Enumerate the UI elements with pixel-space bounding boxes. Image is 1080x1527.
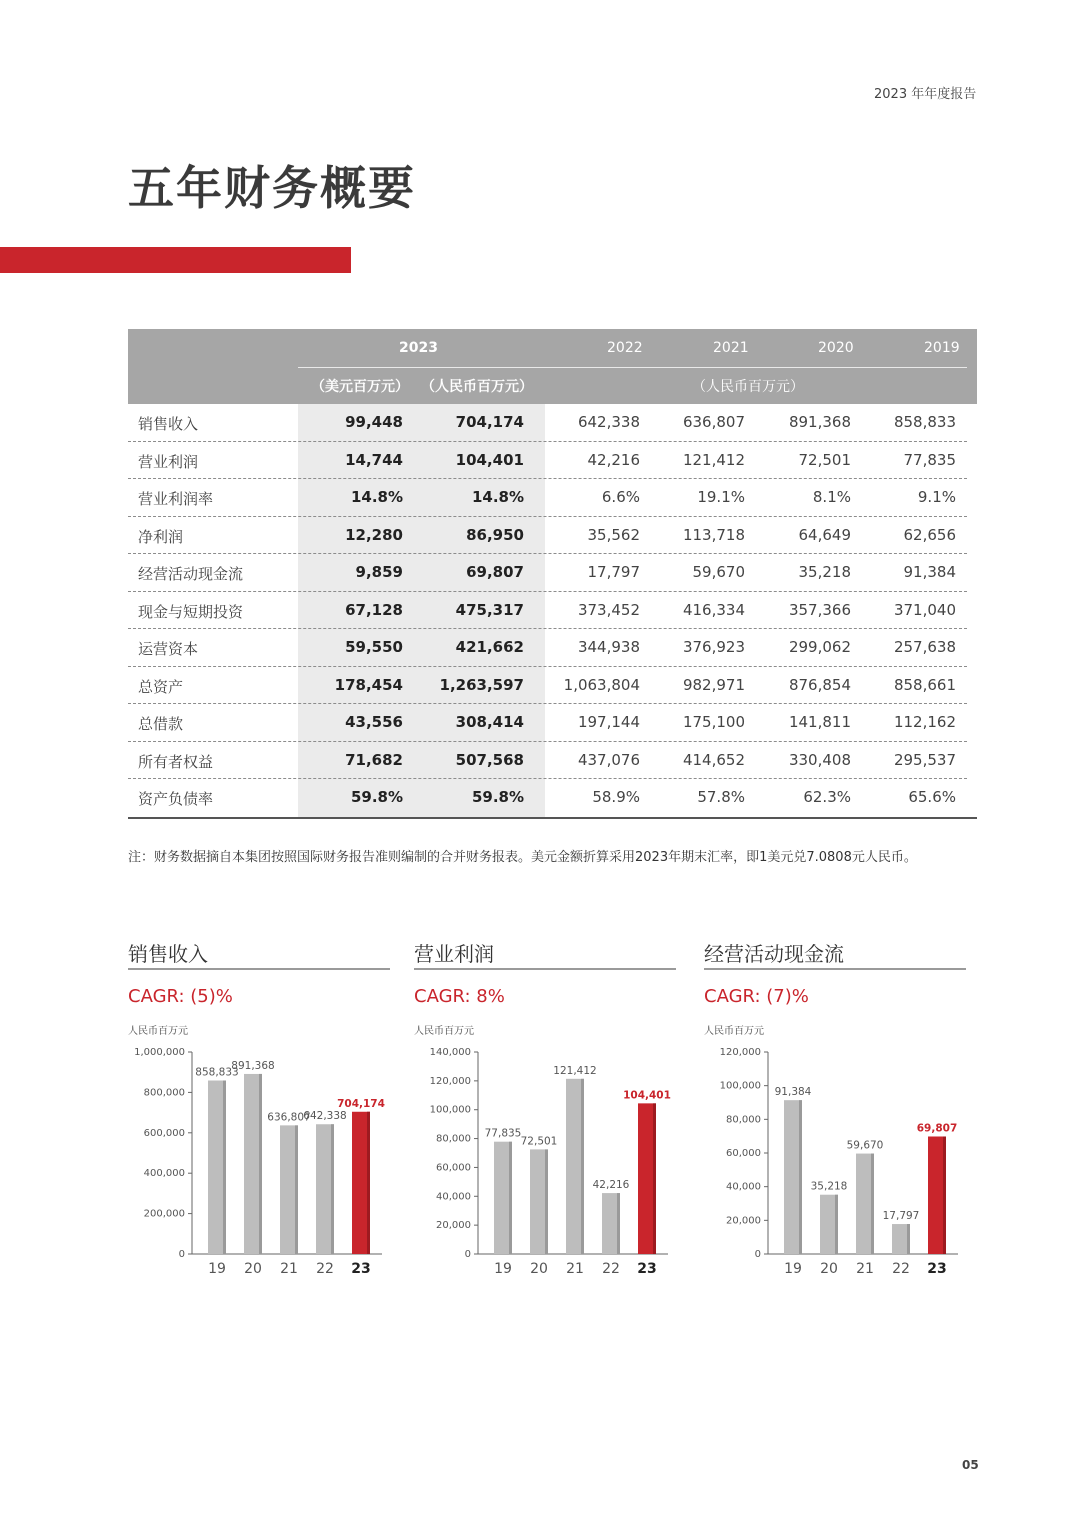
- cell-usd: 9,859: [355, 563, 403, 581]
- row-label: 销售收入: [138, 415, 199, 433]
- chart-title-rule: [128, 968, 390, 970]
- cell-y2021: 636,807: [682, 413, 745, 431]
- bar-edge-22: [907, 1224, 910, 1254]
- row-label: 净利润: [138, 527, 184, 546]
- cell-usd: 59.8%: [350, 788, 403, 806]
- table-row: [128, 592, 977, 630]
- operating-cashflow-chart: [704, 938, 966, 1283]
- bar-edge-22: [331, 1124, 334, 1254]
- revenue-chart: [128, 938, 390, 1283]
- cell-usd: 12,280: [345, 525, 403, 544]
- cell-y2021: 376,923: [682, 638, 745, 656]
- cell-rmb: 104,401: [455, 450, 524, 469]
- header-year-2022: 2022: [607, 340, 643, 356]
- y-tick-label: 20,000: [436, 1220, 471, 1232]
- revenue-bar-plot: [128, 1038, 390, 1283]
- cell-y2020: 35,218: [798, 563, 851, 581]
- y-tick-label: 140,000: [429, 1047, 471, 1058]
- table-body: [128, 404, 977, 817]
- data-label: 891,368: [231, 1059, 275, 1072]
- cell-y2021: 416,334: [682, 600, 745, 619]
- x-tick-label: 22: [892, 1261, 910, 1277]
- data-label: 72,501: [520, 1135, 558, 1148]
- header-unit-rmb-history: （人民币百万元）: [692, 379, 804, 395]
- data-label: 104,401: [623, 1089, 671, 1102]
- table-row: [128, 442, 977, 480]
- table-footnote: 注：财务数据摘自本集团按照国际财务报告准则编制的合并财务报表。美元金额折算采用2023年期末汇率，即1美元兑7.0808元人民币。: [128, 850, 917, 865]
- row-label: 经营活动现金流: [138, 565, 244, 583]
- x-tick-label: 20: [530, 1261, 548, 1277]
- cell-y2022: 642,338: [577, 413, 640, 431]
- data-label: 636,807: [267, 1111, 311, 1124]
- bar-edge-19: [223, 1081, 226, 1254]
- cell-y2019: 112,162: [893, 713, 956, 731]
- header-divider-2023: [298, 367, 545, 368]
- cell-y2021: 414,652: [682, 750, 745, 769]
- bar-edge-23: [367, 1112, 370, 1254]
- bar-edge-21: [871, 1154, 874, 1254]
- cell-y2020: 357,366: [788, 600, 851, 619]
- x-tick-label: 21: [856, 1261, 874, 1277]
- bar-edge-21: [295, 1125, 298, 1254]
- cell-y2021: 982,971: [682, 675, 745, 694]
- y-tick-label: 200,000: [143, 1208, 185, 1220]
- header-divider-history: [545, 367, 967, 368]
- row-label: 现金与短期投资: [138, 602, 244, 621]
- cell-rmb: 1,263,597: [439, 675, 524, 694]
- bar-edge-20: [259, 1074, 262, 1254]
- data-label: 77,835: [484, 1127, 522, 1140]
- cell-rmb: 507,568: [455, 750, 524, 769]
- table-row: [128, 704, 977, 742]
- accent-bar: [0, 247, 351, 273]
- table-row: [128, 554, 977, 592]
- cell-y2019: 295,537: [893, 750, 956, 769]
- table-row: [128, 517, 977, 555]
- y-tick-label: 80,000: [436, 1133, 471, 1145]
- cell-rmb: 14.8%: [471, 488, 524, 506]
- cell-usd: 43,556: [345, 713, 403, 731]
- cell-y2020: 62.3%: [803, 788, 851, 806]
- table-header: [128, 329, 977, 404]
- y-tick-label: 1,000,000: [134, 1047, 185, 1058]
- x-tick-label: 19: [494, 1261, 512, 1277]
- y-tick-label: 120,000: [429, 1075, 471, 1087]
- chart-title-rule: [704, 968, 966, 970]
- cell-rmb: 86,950: [466, 525, 524, 544]
- y-tick-label: 20,000: [726, 1215, 761, 1227]
- cell-y2021: 19.1%: [697, 488, 745, 506]
- cell-y2019: 91,384: [903, 563, 956, 581]
- x-tick-label: 23: [927, 1261, 947, 1277]
- operating-cashflow-bar-plot: [704, 1038, 966, 1283]
- cell-y2020: 141,811: [788, 713, 851, 731]
- table-bottom-rule: [128, 817, 977, 819]
- cell-y2022: 197,144: [577, 713, 640, 731]
- cell-rmb: 69,807: [466, 563, 524, 581]
- table-row: [128, 779, 977, 817]
- header-year-2019: 2019: [924, 340, 960, 356]
- cell-y2020: 64,649: [798, 525, 851, 544]
- bar-edge-20: [545, 1149, 548, 1254]
- chart-unit: 人民币百万元: [414, 1026, 474, 1037]
- cell-rmb: 59.8%: [471, 788, 524, 806]
- cell-y2020: 891,368: [788, 413, 851, 431]
- x-tick-label: 19: [784, 1261, 802, 1277]
- chart-title: 销售收入: [128, 942, 208, 966]
- cell-y2020: 299,062: [788, 638, 851, 656]
- data-label: 642,338: [303, 1110, 347, 1123]
- cell-y2019: 65.6%: [908, 788, 956, 806]
- page-title: 五年财务概要: [128, 161, 416, 215]
- y-tick-label: 100,000: [719, 1080, 761, 1092]
- data-label: 121,412: [553, 1064, 597, 1077]
- cell-usd: 71,682: [345, 750, 403, 769]
- cell-y2020: 8.1%: [812, 488, 851, 506]
- cell-y2022: 437,076: [577, 750, 640, 769]
- cell-y2022: 1,063,804: [563, 675, 640, 694]
- cell-y2019: 77,835: [903, 450, 956, 469]
- bar-edge-21: [581, 1079, 584, 1254]
- cell-y2020: 72,501: [798, 450, 851, 469]
- bar-edge-20: [835, 1195, 838, 1254]
- data-label: 59,670: [846, 1139, 884, 1152]
- bar-edge-23: [943, 1136, 946, 1254]
- header-year-2021: 2021: [713, 340, 749, 356]
- cell-y2022: 344,938: [577, 638, 640, 656]
- page-number: 05: [962, 1458, 979, 1472]
- cell-y2021: 59,670: [692, 563, 745, 581]
- report-tag: 2023 年年度报告: [874, 87, 977, 102]
- cell-y2021: 57.8%: [697, 788, 745, 806]
- row-label: 总资产: [138, 677, 184, 696]
- cell-y2022: 6.6%: [601, 488, 640, 506]
- x-tick-label: 19: [208, 1261, 226, 1277]
- x-tick-label: 22: [316, 1261, 334, 1277]
- cell-y2022: 42,216: [587, 450, 640, 469]
- cell-y2022: 17,797: [587, 563, 640, 581]
- row-label: 所有者权益: [138, 752, 214, 771]
- data-label: 42,216: [592, 1179, 630, 1192]
- chart-title-rule: [414, 968, 676, 970]
- header-unit-rmb: （人民币百万元）: [421, 379, 533, 395]
- bar-edge-22: [617, 1193, 620, 1254]
- cell-y2019: 858,833: [893, 413, 956, 431]
- operating-profit-bar-plot: [414, 1038, 676, 1283]
- y-tick-label: 60,000: [436, 1162, 471, 1174]
- y-tick-label: 40,000: [436, 1191, 471, 1203]
- data-label: 69,807: [916, 1122, 958, 1135]
- cell-y2019: 371,040: [893, 600, 956, 619]
- cell-y2021: 113,718: [682, 525, 745, 544]
- y-tick-label: 600,000: [143, 1127, 185, 1139]
- row-label: 营业利润: [138, 452, 199, 471]
- cell-y2019: 9.1%: [917, 488, 956, 506]
- table-row: [128, 479, 977, 517]
- x-tick-label: 20: [820, 1261, 838, 1277]
- cell-usd: 67,128: [345, 600, 403, 619]
- table-row: [128, 404, 977, 442]
- header-year-2023: 2023: [399, 340, 438, 356]
- cell-y2021: 175,100: [682, 713, 745, 731]
- chart-title: 营业利润: [414, 942, 494, 966]
- y-tick-label: 120,000: [719, 1047, 761, 1058]
- cell-usd: 59,550: [345, 638, 403, 656]
- cell-y2020: 330,408: [788, 750, 851, 769]
- data-label: 704,174: [337, 1097, 385, 1110]
- x-tick-label: 21: [566, 1261, 584, 1277]
- chart-unit: 人民币百万元: [128, 1026, 188, 1037]
- cell-y2022: 35,562: [587, 525, 640, 544]
- row-label: 营业利润率: [138, 490, 214, 508]
- x-tick-label: 23: [351, 1261, 371, 1277]
- cell-y2019: 62,656: [903, 525, 956, 544]
- cell-rmb: 421,662: [455, 638, 524, 656]
- cell-usd: 14,744: [345, 450, 403, 469]
- cell-rmb: 308,414: [455, 713, 524, 731]
- y-tick-label: 60,000: [726, 1148, 761, 1159]
- data-label: 91,384: [774, 1086, 812, 1099]
- cell-rmb: 704,174: [455, 413, 524, 431]
- y-tick-label: 0: [178, 1249, 185, 1260]
- y-tick-label: 40,000: [726, 1181, 761, 1193]
- cell-y2019: 858,661: [893, 675, 956, 694]
- y-tick-label: 800,000: [143, 1087, 185, 1099]
- chart-title: 经营活动现金流: [704, 942, 844, 966]
- chart-unit: 人民币百万元: [704, 1026, 764, 1037]
- cell-y2020: 876,854: [788, 675, 851, 694]
- x-tick-label: 22: [602, 1261, 620, 1277]
- y-tick-label: 0: [464, 1249, 471, 1260]
- bar-edge-19: [509, 1142, 512, 1254]
- cell-y2019: 257,638: [893, 638, 956, 656]
- header-year-2020: 2020: [818, 340, 854, 356]
- data-label: 858,833: [195, 1066, 239, 1079]
- cell-usd: 178,454: [334, 675, 403, 694]
- cell-usd: 99,448: [345, 413, 403, 431]
- chart-cagr: CAGR: (5)%: [128, 986, 233, 1007]
- chart-cagr: CAGR: 8%: [414, 986, 505, 1007]
- bar-edge-23: [653, 1103, 656, 1254]
- cell-y2022: 373,452: [577, 600, 640, 619]
- chart-cagr: CAGR: (7)%: [704, 986, 809, 1007]
- row-label: 资产负债率: [138, 790, 214, 808]
- row-label: 运营资本: [138, 640, 199, 658]
- table-row: [128, 629, 977, 667]
- cell-y2021: 121,412: [682, 450, 745, 469]
- x-tick-label: 21: [280, 1261, 298, 1277]
- table-row: [128, 667, 977, 705]
- cell-y2022: 58.9%: [592, 788, 640, 806]
- y-tick-label: 100,000: [429, 1104, 471, 1116]
- cell-rmb: 475,317: [455, 600, 524, 619]
- y-tick-label: 80,000: [726, 1114, 761, 1126]
- y-tick-label: 0: [754, 1249, 761, 1260]
- row-label: 总借款: [138, 715, 184, 733]
- x-tick-label: 23: [637, 1261, 657, 1277]
- table-row: [128, 742, 977, 780]
- operating-profit-chart: [414, 938, 676, 1283]
- y-tick-label: 400,000: [143, 1168, 185, 1180]
- header-unit-usd: （美元百万元）: [311, 379, 409, 395]
- data-label: 17,797: [882, 1210, 920, 1223]
- cell-usd: 14.8%: [350, 488, 403, 506]
- data-label: 35,218: [810, 1180, 848, 1193]
- bar-edge-19: [799, 1100, 802, 1254]
- financial-summary-table: [128, 329, 977, 819]
- x-tick-label: 20: [244, 1261, 262, 1277]
